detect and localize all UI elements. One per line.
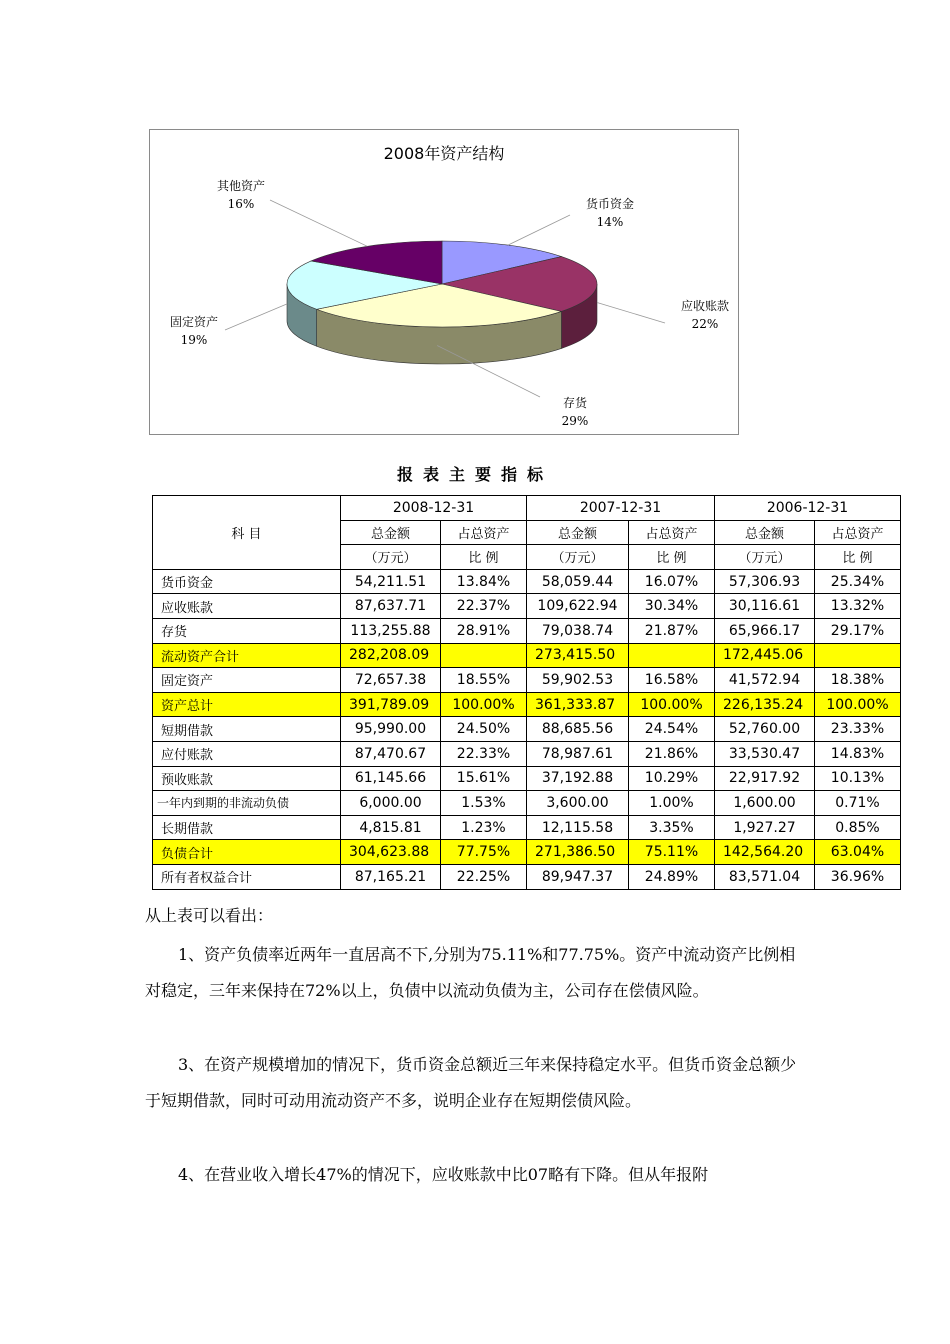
ratio-cell: 14.83% [815,741,901,766]
amount-cell: 113,255.88 [341,618,441,643]
ratio-header: 占总资产 [629,520,715,545]
ratio-cell: 28.91% [441,618,527,643]
pie-value-label: 29% [561,414,589,428]
table-row [153,643,901,668]
amount-header: 总金额 [527,520,629,545]
ratio-cell: 77.75% [441,840,527,865]
amount-cell: 273,415.50 [527,643,629,668]
pie-value-label: 22% [691,317,719,331]
amount-header: 总金额 [715,520,815,545]
amount-unit-header: （万元） [527,545,629,570]
row-subject: 短期借款 [153,717,341,742]
amount-unit-header: （万元） [341,545,441,570]
ratio-header: 占总资产 [441,520,527,545]
pie-leader-line [225,304,287,330]
table-row [153,741,901,766]
ratio-cell: 16.07% [629,569,715,594]
table-row [153,791,901,816]
amount-cell: 142,564.20 [715,840,815,865]
ratio-cell: 100.00% [441,692,527,717]
row-subject: 货币资金 [153,569,341,594]
ratio-cell: 22.37% [441,594,527,619]
amount-cell: 58,059.44 [527,569,629,594]
row-subject: 所有者权益合计 [153,864,341,889]
amount-cell: 65,966.17 [715,618,815,643]
table-title: 报表主要指标 [396,465,553,484]
period-2006: 2006-12-31 [715,496,901,521]
pie-chart-svg [150,130,738,434]
pie-category-label: 货币资金 [585,197,635,211]
ratio-cell: 63.04% [815,840,901,865]
row-subject: 应收账款 [153,594,341,619]
pie-value-label: 16% [227,197,255,211]
report-table [152,495,901,890]
ratio-cell: 23.33% [815,717,901,742]
ratio-cell: 36.96% [815,864,901,889]
amount-header: 总金额 [341,520,441,545]
table-row [153,766,901,791]
ratio-unit-header: 比 例 [441,545,527,570]
table-row [153,594,901,619]
paragraph-3: 3、在资产规模增加的情况下，货币资金总额近三年来保持稳定水平。但货币资金总额少于短期借款，同时可动用流动资产不多，说明企业存在短期偿债风险。 [145,1055,797,1110]
ratio-cell: 1.53% [441,791,527,816]
table-row [153,618,901,643]
row-subject: 流动资产合计 [153,643,341,668]
amount-cell: 226,135.24 [715,692,815,717]
intro-text: 从上表可以看出： [145,906,274,925]
amount-cell: 33,530.47 [715,741,815,766]
ratio-cell: 1.00% [629,791,715,816]
ratio-cell: 30.34% [629,594,715,619]
amount-cell: 88,685.56 [527,717,629,742]
amount-cell: 304,623.88 [341,840,441,865]
pie-category-label: 其他资产 [216,179,266,193]
table-row [153,815,901,840]
ratio-cell: 24.89% [629,864,715,889]
amount-cell: 87,165.21 [341,864,441,889]
period-2008: 2008-12-31 [341,496,527,521]
paragraph-4: 4、在营业收入增长47%的情况下，应收账款中比07略有下降。但从年报附 [178,1165,709,1184]
ratio-cell: 10.29% [629,766,715,791]
pie-value-label: 19% [180,333,208,347]
pie-category-label: 应收账款 [680,299,730,313]
amount-cell: 12,115.58 [527,815,629,840]
amount-cell: 79,038.74 [527,618,629,643]
row-subject: 预收账款 [153,766,341,791]
amount-cell: 37,192.88 [527,766,629,791]
ratio-cell: 1.23% [441,815,527,840]
row-subject: 一年内到期的非流动负债 [153,791,341,816]
pie-value-label: 14% [596,215,624,229]
amount-cell: 41,572.94 [715,668,815,693]
table-row [153,717,901,742]
row-subject: 长期借款 [153,815,341,840]
pie-category-label: 固定资产 [169,315,219,329]
period-2007: 2007-12-31 [527,496,715,521]
amount-cell: 54,211.51 [341,569,441,594]
amount-cell: 83,571.04 [715,864,815,889]
ratio-cell: 13.32% [815,594,901,619]
amount-cell: 59,902.53 [527,668,629,693]
amount-cell: 52,760.00 [715,717,815,742]
amount-cell: 109,622.94 [527,594,629,619]
amount-cell: 1,927.27 [715,815,815,840]
table-row [153,692,901,717]
header-row-periods [153,496,901,521]
asset-structure-chart [149,129,739,435]
ratio-cell [441,643,527,668]
ratio-cell: 100.00% [629,692,715,717]
ratio-cell: 15.61% [441,766,527,791]
amount-cell: 57,306.93 [715,569,815,594]
amount-cell: 172,445.06 [715,643,815,668]
paragraph-1: 1、资产负债率近两年一直居高不下,分别为75.11%和77.75%。资产中流动资产比例相对稳定，三年来保持在72%以上，负债中以流动负债为主，公司存在偿债风险。 [145,945,796,1000]
ratio-cell: 29.17% [815,618,901,643]
ratio-cell [815,643,901,668]
amount-cell: 30,116.61 [715,594,815,619]
ratio-cell: 21.86% [629,741,715,766]
amount-cell: 282,208.09 [341,643,441,668]
amount-cell: 89,947.37 [527,864,629,889]
table-row [153,840,901,865]
amount-cell: 22,917.92 [715,766,815,791]
ratio-cell: 75.11% [629,840,715,865]
ratio-cell: 13.84% [441,569,527,594]
amount-cell: 87,637.71 [341,594,441,619]
amount-cell: 3,600.00 [527,791,629,816]
row-subject: 存货 [153,618,341,643]
ratio-cell: 16.58% [629,668,715,693]
subject-header: 科 目 [153,496,341,570]
ratio-cell: 22.25% [441,864,527,889]
ratio-cell: 18.38% [815,668,901,693]
amount-cell: 72,657.38 [341,668,441,693]
ratio-cell: 24.54% [629,717,715,742]
pie-leader-line [597,303,665,324]
amount-cell: 6,000.00 [341,791,441,816]
ratio-cell: 0.85% [815,815,901,840]
row-subject: 负债合计 [153,840,341,865]
ratio-cell [629,643,715,668]
ratio-cell: 25.34% [815,569,901,594]
amount-cell: 95,990.00 [341,717,441,742]
ratio-header: 占总资产 [815,520,901,545]
ratio-cell: 24.50% [441,717,527,742]
table-row [153,864,901,889]
amount-cell: 4,815.81 [341,815,441,840]
chart-title: 2008年资产结构 [383,144,505,163]
pie-category-label: 存货 [562,396,588,410]
amount-cell: 78,987.61 [527,741,629,766]
ratio-cell: 22.33% [441,741,527,766]
row-subject: 资产总计 [153,692,341,717]
table-row [153,668,901,693]
amount-cell: 391,789.09 [341,692,441,717]
ratio-cell: 18.55% [441,668,527,693]
row-subject: 应付账款 [153,741,341,766]
ratio-unit-header: 比 例 [815,545,901,570]
row-subject: 固定资产 [153,668,341,693]
amount-unit-header: （万元） [715,545,815,570]
amount-cell: 87,470.67 [341,741,441,766]
amount-cell: 1,600.00 [715,791,815,816]
ratio-cell: 100.00% [815,692,901,717]
ratio-cell: 10.13% [815,766,901,791]
ratio-cell: 0.71% [815,791,901,816]
amount-cell: 271,386.50 [527,840,629,865]
pie-leader-line [270,200,367,246]
ratio-cell: 21.87% [629,618,715,643]
ratio-cell: 3.35% [629,815,715,840]
pie-leader-line [508,215,570,245]
table-row [153,569,901,594]
amount-cell: 361,333.87 [527,692,629,717]
ratio-unit-header: 比 例 [629,545,715,570]
amount-cell: 61,145.66 [341,766,441,791]
